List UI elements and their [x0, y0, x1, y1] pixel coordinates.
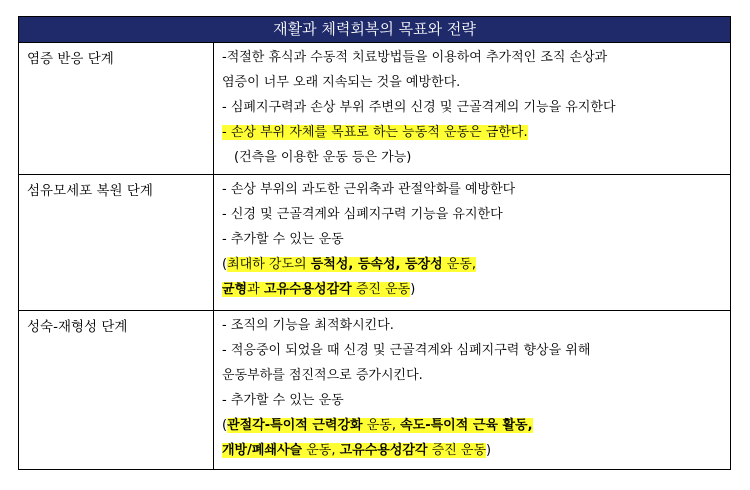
- highlight-bold-text: 속도-특이적 근육 활동,: [400, 418, 533, 433]
- table-title: 재활과 체력회복의 목표와 전략: [19, 17, 731, 43]
- desc-line: - 조직의 기능을 최적화시킨다.: [222, 318, 394, 333]
- highlight-bold-text: 고유수용성감각: [263, 282, 352, 297]
- stage-description-fibroblast: [214, 175, 731, 311]
- paren-close: ): [486, 443, 492, 458]
- highlight-bold-text: 개방/폐쇄사슬: [222, 443, 303, 458]
- table-row: [19, 43, 731, 175]
- highlight-bold-text: 균형: [222, 282, 248, 297]
- desc-line: [222, 252, 726, 277]
- highlight-bold-text: 관절각-특이적 근력강화: [227, 418, 363, 433]
- desc-line: 염증이 너무 오래 지속되는 것을 예방한다.: [222, 75, 461, 90]
- highlight-text: 증진 운동: [351, 282, 411, 297]
- desc-line: (건측을 이용한 운동 등은 가능): [234, 150, 412, 165]
- desc-line: 운동부하를 점진적으로 증가시킨다.: [222, 368, 423, 383]
- desc-line: [222, 438, 726, 463]
- highlight-text: 운동,: [442, 257, 477, 272]
- desc-line: - 손상 부위의 과도한 근위축과 관절악화를 예방한다: [222, 182, 516, 197]
- desc-line: -적절한 휴식과 수동적 치료방법들을 이용하여 추가적인 조직 손상과: [222, 50, 608, 65]
- paren-open: (: [222, 418, 228, 433]
- desc-line: - 추가할 수 있는 운동: [222, 232, 344, 247]
- stage-label-maturation: 성숙-재형성 단계: [19, 311, 214, 470]
- highlight-text: 과: [247, 282, 264, 297]
- paren-open: (: [222, 257, 228, 272]
- stage-label-inflammation: 염증 반응 단계: [19, 43, 214, 175]
- strategy-table: [18, 16, 731, 470]
- highlight-bold-text: 고유수용성감각: [339, 443, 428, 458]
- desc-line: [222, 120, 726, 145]
- stage-description-inflammation: [214, 43, 731, 175]
- table-row: [19, 175, 731, 311]
- stage-label-fibroblast: 섬유모세포 복원 단계: [19, 175, 214, 311]
- highlight-text: 운동,: [362, 418, 401, 433]
- desc-line: - 추가할 수 있는 운동: [222, 393, 344, 408]
- desc-line: [222, 277, 726, 302]
- highlight-text: 손상 부위 자체를 목표로 하는 능동적 운동은 금한다.: [230, 125, 528, 140]
- desc-line: [222, 413, 726, 438]
- title-row: [19, 17, 731, 43]
- desc-line: - 심폐지구력과 손상 부위 주변의 신경 및 근골격계의 기능을 유지한다: [222, 100, 616, 115]
- stage-description-maturation: [214, 311, 731, 470]
- desc-line: - 적응중이 되었을 때 신경 및 근골격계와 심폐지구력 향상을 위해: [222, 343, 591, 358]
- highlight-text: -: [222, 125, 231, 140]
- highlight-bold-text: 등척성, 등속성, 등장성: [310, 257, 443, 272]
- highlight-text: 증진 운동: [427, 443, 487, 458]
- desc-line: - 신경 및 근골격계와 심폐지구력 기능을 유지한다: [222, 207, 503, 222]
- paren-close: ): [410, 282, 416, 297]
- highlight-text: 운동,: [302, 443, 340, 458]
- strategy-table-container: [18, 16, 730, 470]
- table-row: [19, 311, 731, 470]
- highlight-text: 최대하 강도의: [227, 257, 311, 272]
